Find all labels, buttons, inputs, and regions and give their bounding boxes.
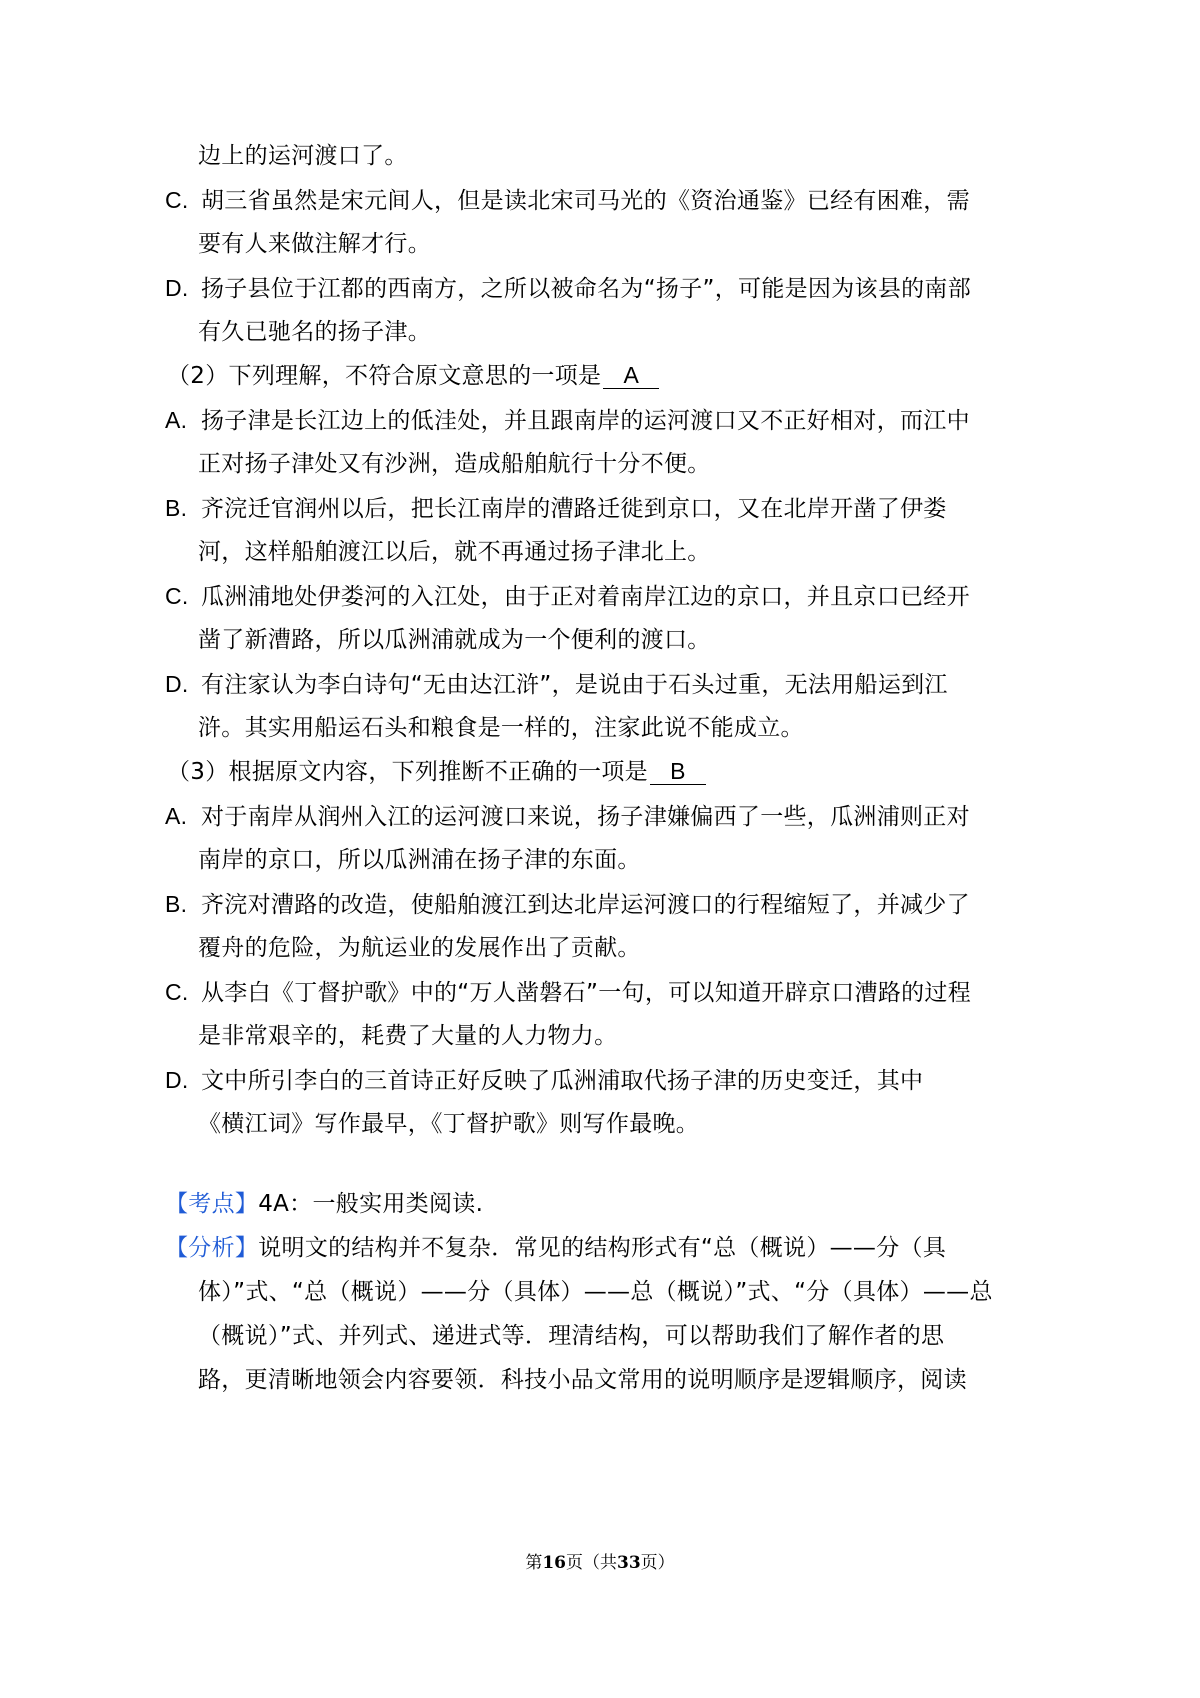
- option-label: C.: [165, 187, 189, 213]
- option-a-q3: [165, 800, 970, 833]
- kaodian-text: 4A：一般实用类阅读.: [258, 1191, 484, 1217]
- option-label: D.: [165, 671, 189, 697]
- option-text: 有注家认为李白诗句“无由达江浒”，是说由于石头过重，无法用船运到江: [201, 672, 948, 698]
- fenxi-text: 说明文的结构并不复杂．常见的结构形式有“总（概说）——分（具: [258, 1235, 947, 1261]
- question-3: [167, 756, 706, 788]
- kaodian-line: [165, 1188, 483, 1220]
- option-label: C.: [165, 583, 189, 609]
- fenxi-line: [165, 1232, 946, 1264]
- option-b-q3: [165, 888, 970, 921]
- option-text-cont: 浒。其实用船运石头和粮食是一样的，注家此说不能成立。: [198, 715, 804, 741]
- option-text-cont: 凿了新漕路，所以瓜洲浦就成为一个便利的渡口。: [198, 627, 711, 653]
- option-label: B.: [165, 495, 188, 521]
- option-text-cont: 河，这样船舶渡江以后，就不再通过扬子津北上。: [198, 539, 711, 565]
- option-c-q2: [165, 580, 970, 613]
- total-page-number: 33: [617, 1553, 641, 1573]
- option-b-q2: [165, 492, 947, 525]
- option-c-q3: [165, 976, 971, 1009]
- option-text: 齐浣对漕路的改造，使船舶渡江到达北岸运河渡口的行程缩短了，并减少了: [201, 892, 970, 918]
- option-text: 扬子津是长江边上的低洼处，并且跟南岸的运河渡口又不正好相对，而江中: [201, 408, 970, 434]
- option-text: 瓜洲浦地处伊娄河的入江处，由于正对着南岸江边的京口，并且京口已经开: [201, 584, 970, 610]
- option-text-cont: 要有人来做注解才行。: [198, 231, 431, 257]
- answer-blank: A: [603, 362, 659, 389]
- option-text-cont: 《横江词》写作最早，《丁督护歌》则写作最晚。: [198, 1111, 700, 1137]
- option-label: A.: [165, 407, 188, 433]
- option-d-q3: [165, 1064, 923, 1097]
- current-page-number: 16: [542, 1553, 566, 1573]
- question-2: [167, 360, 659, 392]
- question-prompt: （3）根据原文内容，下列推断不正确的一项是: [167, 759, 648, 785]
- paragraph-line: 边上的运河渡口了。: [198, 143, 408, 169]
- option-text-cont: 有久已驰名的扬子津。: [198, 319, 431, 345]
- fenxi-text-cont: 体）”式、“总（概说）——分（具体）——总（概说）”式、“分（具体）——总: [198, 1279, 993, 1305]
- option-text: 文中所引李白的三首诗正好反映了瓜洲浦取代扬子津的历史变迁，其中: [201, 1068, 924, 1094]
- option-d-q1: [165, 272, 971, 305]
- option-a-q2: [165, 404, 970, 437]
- fenxi-text-cont: （概说）”式、并列式、递进式等．理清结构，可以帮助我们了解作者的思: [198, 1323, 945, 1349]
- footer-post: 页）: [640, 1553, 675, 1573]
- option-c-q1: [165, 184, 970, 217]
- answer-blank: B: [650, 758, 706, 785]
- option-text: 齐浣迁官润州以后，把长江南岸的漕路迁徙到京口，又在北岸开凿了伊娄: [201, 496, 947, 522]
- option-text: 胡三省虽然是宋元间人，但是读北宋司马光的《资治通鉴》已经有困难，需: [201, 188, 970, 214]
- fenxi-tag: 【分析】: [165, 1235, 259, 1261]
- fenxi-text-cont: 路，更清晰地领会内容要领．科技小品文常用的说明顺序是逻辑顺序，阅读: [198, 1367, 967, 1393]
- option-d-q2: [165, 668, 948, 701]
- option-text: 从李白《丁督护歌》中的“万人凿磐石”一句，可以知道开辟京口漕路的过程: [201, 980, 972, 1006]
- option-text-cont: 覆舟的危险，为航运业的发展作出了贡献。: [198, 935, 641, 961]
- option-text-cont: 南岸的京口，所以瓜洲浦在扬子津的东面。: [198, 847, 641, 873]
- kaodian-tag: 【考点】: [165, 1191, 259, 1217]
- option-text-cont: 是非常艰辛的，耗费了大量的人力物力。: [198, 1023, 618, 1049]
- option-label: A.: [165, 803, 188, 829]
- footer-pre: 第: [525, 1553, 543, 1573]
- option-label: D.: [165, 1067, 189, 1093]
- option-text-cont: 正对扬子津处又有沙洲，造成船舶航行十分不便。: [198, 451, 711, 477]
- question-prompt: （2）下列理解，不符合原文意思的一项是: [167, 363, 602, 389]
- footer-mid: 页（共: [566, 1553, 617, 1573]
- option-text: 对于南岸从润州入江的运河渡口来说，扬子津嫌偏西了一些，瓜洲浦则正对: [201, 804, 970, 830]
- option-text: 扬子县位于江都的西南方，之所以被命名为“扬子”，可能是因为该县的南部: [201, 276, 972, 302]
- option-label: B.: [165, 891, 188, 917]
- page-footer: [0, 1551, 1200, 1575]
- option-label: D.: [165, 275, 189, 301]
- option-label: C.: [165, 979, 189, 1005]
